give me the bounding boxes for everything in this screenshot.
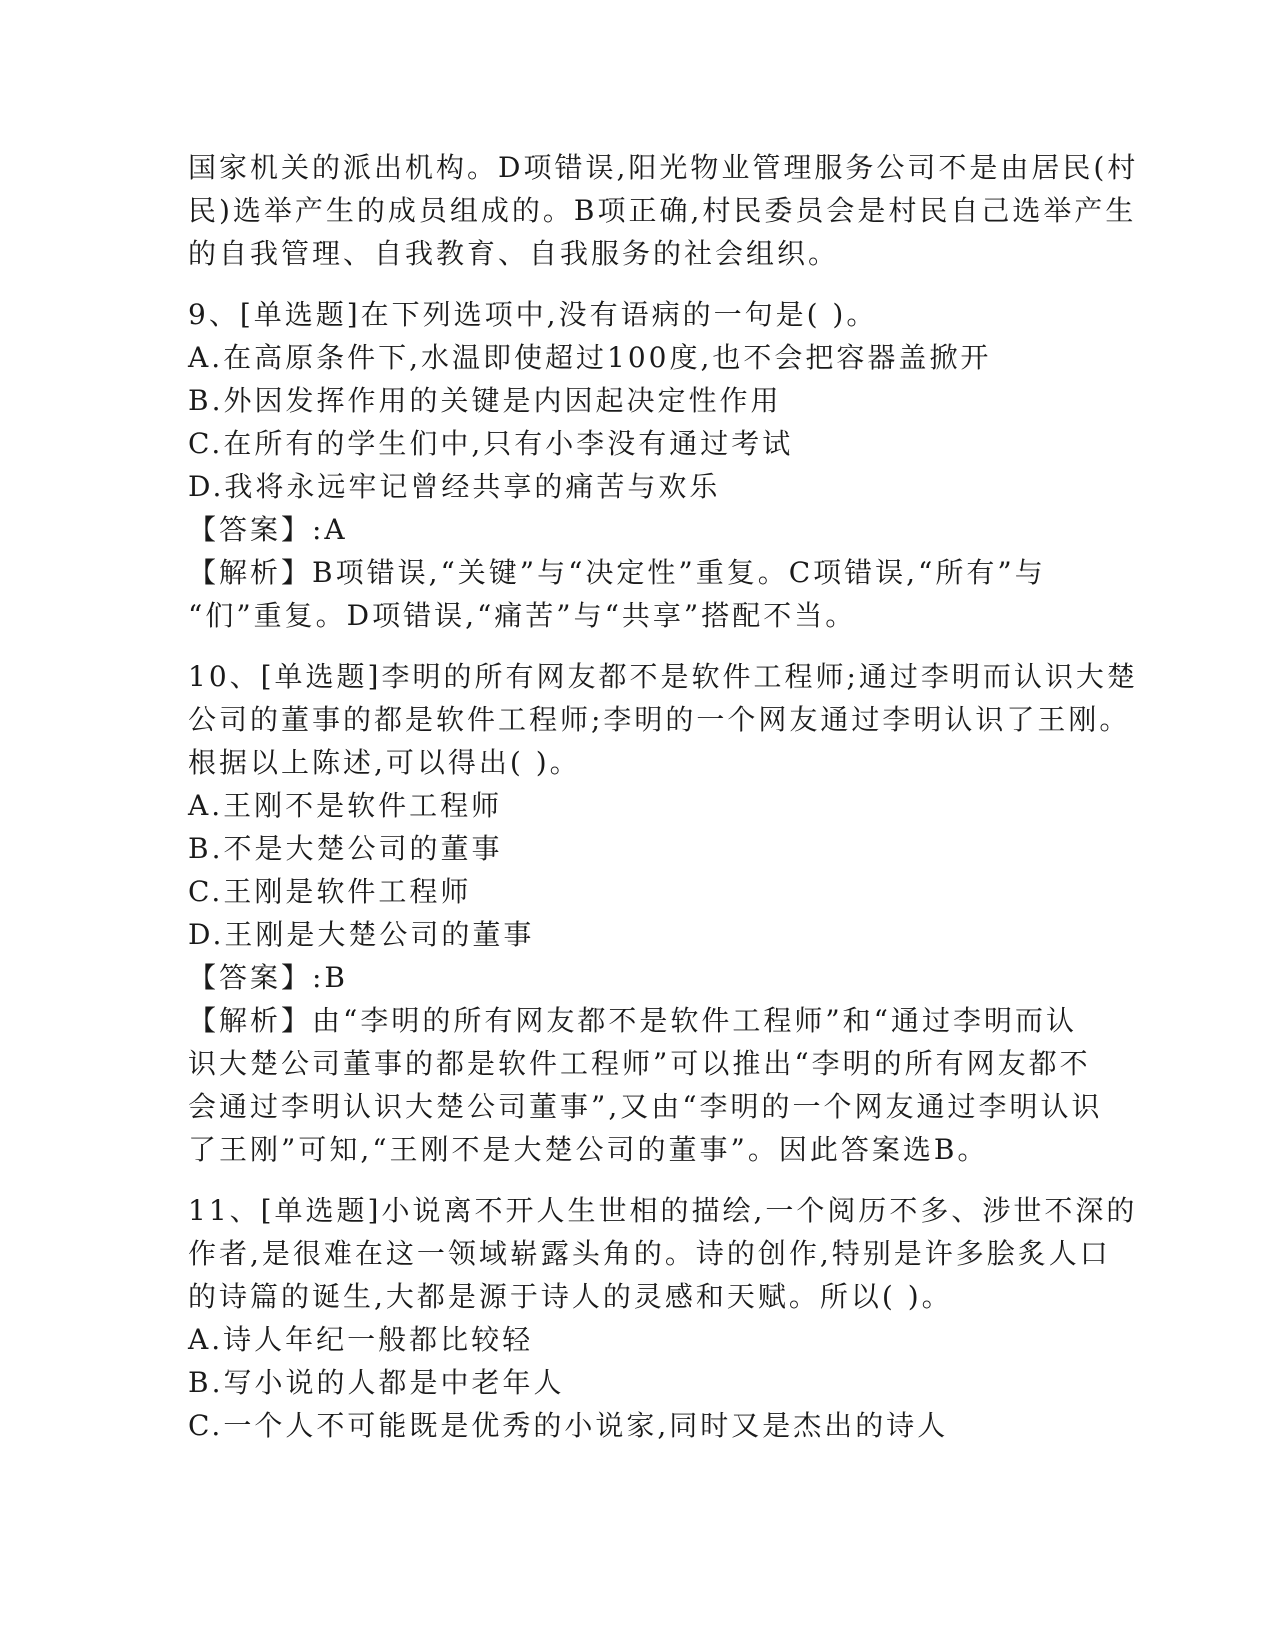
previous-explanation-block bbox=[188, 146, 1139, 275]
question-11-option-a: A.诗人年纪一般都比较轻 bbox=[188, 1323, 534, 1356]
text-line: 的自我管理、自我教育、自我服务的社会组织。 bbox=[188, 237, 840, 270]
document-page bbox=[188, 146, 1139, 1465]
question-10-option-c: C.王刚是软件工程师 bbox=[188, 875, 472, 908]
question-9-answer: 【答案】:A bbox=[188, 513, 348, 546]
question-10-stem: 10、[单选题]李明的所有网友都不是软件工程师;通过李明而认识大楚 bbox=[188, 660, 1138, 693]
question-10-option-b: B.不是大楚公司的董事 bbox=[188, 832, 503, 865]
question-11-stem-cont: 作者,是很难在这一领域崭露头角的。诗的创作,特别是许多脍炙人口 bbox=[188, 1237, 1111, 1270]
text-line: 民)选举产生的成员组成的。B项正确,村民委员会是村民自己选举产生 bbox=[188, 194, 1137, 227]
question-9-block bbox=[188, 293, 1088, 637]
question-10-analysis: 【解析】由“李明的所有网友都不是软件工程师”和“通过李明而认 bbox=[188, 1004, 1077, 1037]
question-9-analysis-cont: “们”重复。D项错误,“痛苦”与“共享”搭配不当。 bbox=[188, 599, 857, 632]
question-11-stem: 11、[单选题]小说离不开人生世相的描绘,一个阅历不多、涉世不深的 bbox=[188, 1194, 1138, 1227]
question-10-answer: 【答案】:B bbox=[188, 961, 349, 994]
question-10-analysis-cont: 会通过李明认识大楚公司董事”,又由“李明的一个网友通过李明认识 bbox=[188, 1090, 1103, 1123]
question-10-stem-cont: 公司的董事的都是软件工程师;李明的一个网友通过李明认识了王刚。 bbox=[188, 703, 1131, 736]
question-10-analysis-cont: 识大楚公司董事的都是软件工程师”可以推出“李明的所有网友都不 bbox=[188, 1047, 1091, 1080]
question-10-option-d: D.王刚是大楚公司的董事 bbox=[188, 918, 535, 951]
question-11-block bbox=[188, 1189, 1138, 1447]
question-11-option-b: B.写小说的人都是中老年人 bbox=[188, 1366, 565, 1399]
question-9-analysis: 【解析】B项错误,“关键”与“决定性”重复。C项错误,“所有”与 bbox=[188, 556, 1046, 589]
question-9-option-c: C.在所有的学生们中,只有小李没有通过考试 bbox=[188, 427, 794, 460]
question-9-stem: 9、[单选题]在下列选项中,没有语病的一句是( )。 bbox=[188, 298, 878, 331]
question-10-stem-cont: 根据以上陈述,可以得出( )。 bbox=[188, 746, 581, 779]
question-10-option-a: A.王刚不是软件工程师 bbox=[188, 789, 503, 822]
question-11-stem-cont: 的诗篇的诞生,大都是源于诗人的灵感和天赋。所以( )。 bbox=[188, 1280, 953, 1313]
text-line: 国家机关的派出机构。D项错误,阳光物业管理服务公司不是由居民(村 bbox=[188, 151, 1139, 184]
question-10-analysis-cont: 了王刚”可知,“王刚不是大楚公司的董事”。因此答案选B。 bbox=[188, 1133, 989, 1166]
question-9-option-b: B.外因发挥作用的关键是内因起决定性作用 bbox=[188, 384, 782, 417]
question-9-option-a: A.在高原条件下,水温即使超过100度,也不会把容器盖掀开 bbox=[188, 341, 992, 374]
question-9-option-d: D.我将永远牢记曾经共享的痛苦与欢乐 bbox=[188, 470, 721, 503]
question-10-block bbox=[188, 655, 1138, 1171]
question-11-option-c: C.一个人不可能既是优秀的小说家,同时又是杰出的诗人 bbox=[188, 1409, 949, 1442]
